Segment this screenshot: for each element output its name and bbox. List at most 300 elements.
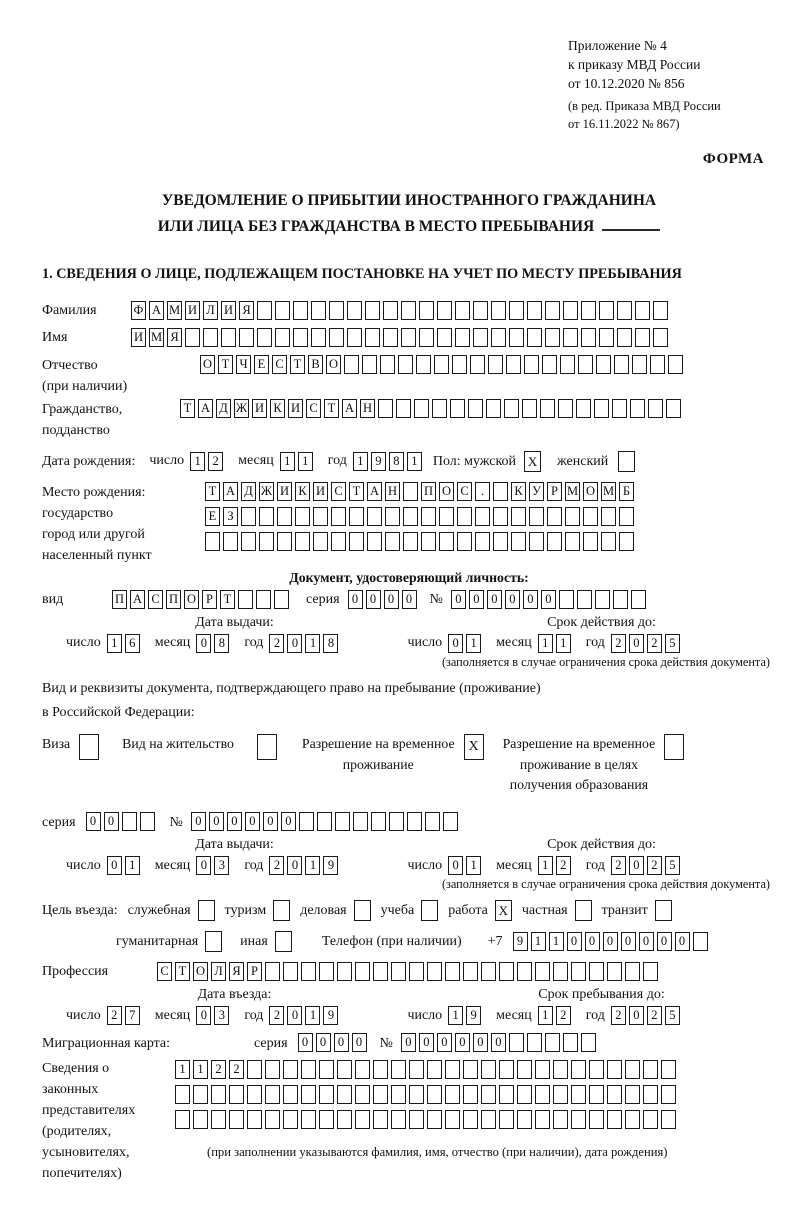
char-cell[interactable] (283, 1085, 298, 1104)
char-cell[interactable]: М (565, 482, 580, 501)
char-cell[interactable] (493, 532, 508, 551)
char-cell[interactable] (517, 1085, 532, 1104)
char-cell[interactable]: С (306, 399, 321, 418)
char-cell[interactable] (571, 1060, 586, 1079)
char-cell[interactable]: 2 (647, 856, 662, 875)
char-cell[interactable]: 1 (353, 452, 368, 471)
char-cell[interactable] (398, 355, 413, 374)
char-cell[interactable] (617, 301, 632, 320)
char-cell[interactable] (419, 301, 434, 320)
char-cell[interactable] (313, 507, 328, 526)
char-cell[interactable] (319, 1060, 334, 1079)
char-cell[interactable] (563, 1033, 578, 1052)
char-cell[interactable] (632, 355, 647, 374)
char-cell[interactable]: Ч (236, 355, 251, 374)
char-cell[interactable] (355, 1110, 370, 1129)
char-cell[interactable] (583, 507, 598, 526)
char-cell[interactable]: Р (202, 590, 217, 609)
char-cell[interactable] (432, 399, 447, 418)
char-cell[interactable]: 9 (466, 1006, 481, 1025)
purpose-work-checkbox[interactable]: X (495, 900, 512, 921)
char-cell[interactable] (437, 301, 452, 320)
char-cell[interactable]: 1 (538, 634, 553, 653)
char-cell[interactable] (571, 1110, 586, 1129)
char-cell[interactable] (617, 328, 632, 347)
char-cell[interactable] (275, 328, 290, 347)
char-cell[interactable] (517, 962, 532, 981)
char-cell[interactable] (668, 355, 683, 374)
char-cell[interactable]: 0 (437, 1033, 452, 1052)
char-cell[interactable] (481, 1085, 496, 1104)
char-cell[interactable]: 2 (107, 1006, 122, 1025)
char-cell[interactable] (140, 812, 155, 831)
char-cell[interactable] (277, 507, 292, 526)
sex-female-checkbox[interactable] (618, 451, 635, 472)
char-cell[interactable] (475, 532, 490, 551)
char-cell[interactable] (473, 301, 488, 320)
char-cell[interactable] (553, 1110, 568, 1129)
char-cell[interactable] (385, 507, 400, 526)
char-cell[interactable]: 3 (214, 856, 229, 875)
char-cell[interactable] (614, 355, 629, 374)
char-cell[interactable] (563, 328, 578, 347)
char-cell[interactable]: А (223, 482, 238, 501)
char-cell[interactable] (275, 301, 290, 320)
char-cell[interactable] (457, 532, 472, 551)
char-cell[interactable]: 1 (193, 1060, 208, 1079)
char-cell[interactable] (661, 1110, 676, 1129)
char-cell[interactable]: А (342, 399, 357, 418)
char-cell[interactable]: И (277, 482, 292, 501)
char-cell[interactable] (535, 1085, 550, 1104)
char-cell[interactable]: 2 (211, 1060, 226, 1079)
char-cell[interactable] (256, 590, 271, 609)
char-cell[interactable]: П (112, 590, 127, 609)
char-cell[interactable]: 0 (505, 590, 520, 609)
char-cell[interactable] (545, 328, 560, 347)
char-cell[interactable] (491, 301, 506, 320)
char-cell[interactable] (349, 532, 364, 551)
char-cell[interactable]: 2 (269, 856, 284, 875)
char-cell[interactable] (452, 355, 467, 374)
char-cell[interactable]: М (601, 482, 616, 501)
char-cell[interactable]: 0 (209, 812, 224, 831)
char-cell[interactable] (247, 1110, 262, 1129)
char-cell[interactable]: А (130, 590, 145, 609)
char-cell[interactable]: 9 (371, 452, 386, 471)
char-cell[interactable] (635, 301, 650, 320)
char-cell[interactable] (535, 1110, 550, 1129)
char-cell[interactable]: 0 (567, 932, 582, 951)
edu-residence-checkbox[interactable] (664, 734, 684, 760)
char-cell[interactable]: И (313, 482, 328, 501)
char-cell[interactable] (434, 355, 449, 374)
char-cell[interactable] (383, 301, 398, 320)
char-cell[interactable]: 1 (466, 634, 481, 653)
char-cell[interactable] (475, 507, 490, 526)
char-cell[interactable] (589, 1085, 604, 1104)
char-cell[interactable] (311, 301, 326, 320)
char-cell[interactable]: 5 (665, 634, 680, 653)
char-cell[interactable] (547, 532, 562, 551)
char-cell[interactable] (559, 590, 574, 609)
char-cell[interactable] (238, 590, 253, 609)
char-cell[interactable]: 9 (323, 856, 338, 875)
char-cell[interactable] (277, 532, 292, 551)
char-cell[interactable] (693, 932, 708, 951)
char-cell[interactable] (625, 962, 640, 981)
char-cell[interactable]: 3 (214, 1006, 229, 1025)
char-cell[interactable]: 0 (107, 856, 122, 875)
char-cell[interactable] (457, 507, 472, 526)
char-cell[interactable]: К (270, 399, 285, 418)
char-cell[interactable]: 0 (352, 1033, 367, 1052)
char-cell[interactable] (517, 1060, 532, 1079)
char-cell[interactable] (650, 355, 665, 374)
char-cell[interactable] (653, 328, 668, 347)
char-cell[interactable] (427, 962, 442, 981)
char-cell[interactable] (331, 532, 346, 551)
char-cell[interactable]: 1 (531, 932, 546, 951)
char-cell[interactable] (257, 328, 272, 347)
char-cell[interactable] (301, 962, 316, 981)
char-cell[interactable]: 0 (629, 1006, 644, 1025)
char-cell[interactable]: 8 (389, 452, 404, 471)
char-cell[interactable]: 0 (281, 812, 296, 831)
char-cell[interactable] (335, 812, 350, 831)
char-cell[interactable]: 0 (487, 590, 502, 609)
char-cell[interactable] (301, 1060, 316, 1079)
char-cell[interactable]: К (295, 482, 310, 501)
char-cell[interactable]: 0 (348, 590, 363, 609)
char-cell[interactable]: А (198, 399, 213, 418)
char-cell[interactable] (427, 1060, 442, 1079)
char-cell[interactable]: 0 (448, 856, 463, 875)
char-cell[interactable]: 2 (556, 856, 571, 875)
char-cell[interactable]: 0 (104, 812, 119, 831)
char-cell[interactable] (122, 812, 137, 831)
char-cell[interactable]: 0 (541, 590, 556, 609)
char-cell[interactable]: 1 (280, 452, 295, 471)
char-cell[interactable] (463, 962, 478, 981)
char-cell[interactable]: 1 (538, 1006, 553, 1025)
char-cell[interactable] (295, 507, 310, 526)
char-cell[interactable]: К (511, 482, 526, 501)
char-cell[interactable] (607, 1110, 622, 1129)
char-cell[interactable] (373, 1110, 388, 1129)
char-cell[interactable] (527, 1033, 542, 1052)
char-cell[interactable]: Е (205, 507, 220, 526)
char-cell[interactable] (373, 1085, 388, 1104)
char-cell[interactable] (365, 328, 380, 347)
char-cell[interactable]: 1 (190, 452, 205, 471)
char-cell[interactable]: Т (218, 355, 233, 374)
char-cell[interactable] (293, 328, 308, 347)
char-cell[interactable] (205, 532, 220, 551)
char-cell[interactable]: 0 (585, 932, 600, 951)
char-cell[interactable] (506, 355, 521, 374)
char-cell[interactable] (391, 962, 406, 981)
char-cell[interactable] (373, 1060, 388, 1079)
char-cell[interactable] (311, 328, 326, 347)
char-cell[interactable] (509, 301, 524, 320)
sex-male-checkbox[interactable]: X (524, 451, 541, 472)
char-cell[interactable]: Ж (259, 482, 274, 501)
char-cell[interactable]: Я (229, 962, 244, 981)
char-cell[interactable] (596, 355, 611, 374)
char-cell[interactable] (576, 399, 591, 418)
purpose-business-checkbox[interactable] (354, 900, 371, 921)
char-cell[interactable]: 0 (675, 932, 690, 951)
char-cell[interactable] (259, 532, 274, 551)
char-cell[interactable] (239, 328, 254, 347)
char-cell[interactable]: 0 (245, 812, 260, 831)
char-cell[interactable]: А (149, 301, 164, 320)
char-cell[interactable] (661, 1085, 676, 1104)
char-cell[interactable]: 5 (665, 1006, 680, 1025)
char-cell[interactable] (455, 301, 470, 320)
char-cell[interactable]: 0 (629, 856, 644, 875)
char-cell[interactable]: 0 (491, 1033, 506, 1052)
char-cell[interactable] (540, 399, 555, 418)
char-cell[interactable] (563, 301, 578, 320)
purpose-transit-checkbox[interactable] (655, 900, 672, 921)
char-cell[interactable] (403, 482, 418, 501)
char-cell[interactable] (547, 507, 562, 526)
char-cell[interactable] (175, 1085, 190, 1104)
char-cell[interactable]: 0 (603, 932, 618, 951)
char-cell[interactable]: И (221, 301, 236, 320)
char-cell[interactable] (391, 1110, 406, 1129)
char-cell[interactable] (545, 301, 560, 320)
char-cell[interactable] (581, 301, 596, 320)
char-cell[interactable]: 7 (125, 1006, 140, 1025)
char-cell[interactable]: М (167, 301, 182, 320)
char-cell[interactable]: 1 (305, 1006, 320, 1025)
char-cell[interactable]: 1 (538, 856, 553, 875)
char-cell[interactable]: С (148, 590, 163, 609)
char-cell[interactable] (553, 1060, 568, 1079)
char-cell[interactable]: 0 (298, 1033, 313, 1052)
char-cell[interactable] (373, 962, 388, 981)
char-cell[interactable]: 1 (125, 856, 140, 875)
char-cell[interactable] (421, 532, 436, 551)
char-cell[interactable] (583, 532, 598, 551)
char-cell[interactable] (319, 1085, 334, 1104)
char-cell[interactable] (542, 355, 557, 374)
char-cell[interactable] (283, 962, 298, 981)
char-cell[interactable] (313, 532, 328, 551)
char-cell[interactable] (455, 328, 470, 347)
char-cell[interactable] (396, 399, 411, 418)
char-cell[interactable] (347, 328, 362, 347)
char-cell[interactable] (529, 507, 544, 526)
char-cell[interactable] (355, 1060, 370, 1079)
char-cell[interactable]: М (149, 328, 164, 347)
residence-permit-checkbox[interactable] (257, 734, 277, 760)
char-cell[interactable]: Р (547, 482, 562, 501)
char-cell[interactable]: О (200, 355, 215, 374)
char-cell[interactable] (337, 1060, 352, 1079)
purpose-other-checkbox[interactable] (275, 931, 292, 952)
char-cell[interactable]: 0 (287, 1006, 302, 1025)
char-cell[interactable] (265, 962, 280, 981)
char-cell[interactable]: 0 (621, 932, 636, 951)
char-cell[interactable]: Т (324, 399, 339, 418)
char-cell[interactable] (445, 962, 460, 981)
char-cell[interactable] (594, 399, 609, 418)
char-cell[interactable]: 0 (86, 812, 101, 831)
char-cell[interactable]: И (252, 399, 267, 418)
char-cell[interactable]: 2 (647, 1006, 662, 1025)
char-cell[interactable]: 8 (323, 634, 338, 653)
char-cell[interactable]: 0 (366, 590, 381, 609)
char-cell[interactable] (607, 1085, 622, 1104)
char-cell[interactable] (463, 1085, 478, 1104)
char-cell[interactable] (619, 507, 634, 526)
char-cell[interactable]: 2 (611, 634, 626, 653)
char-cell[interactable] (499, 962, 514, 981)
char-cell[interactable] (337, 1085, 352, 1104)
char-cell[interactable] (666, 399, 681, 418)
char-cell[interactable]: 6 (125, 634, 140, 653)
char-cell[interactable] (203, 328, 218, 347)
char-cell[interactable]: Я (239, 301, 254, 320)
char-cell[interactable]: 1 (549, 932, 564, 951)
char-cell[interactable] (595, 590, 610, 609)
char-cell[interactable]: Д (216, 399, 231, 418)
char-cell[interactable] (509, 328, 524, 347)
char-cell[interactable] (301, 1110, 316, 1129)
char-cell[interactable] (409, 1110, 424, 1129)
char-cell[interactable] (491, 328, 506, 347)
char-cell[interactable]: 0 (473, 1033, 488, 1052)
char-cell[interactable] (401, 328, 416, 347)
char-cell[interactable]: 0 (287, 634, 302, 653)
char-cell[interactable] (581, 328, 596, 347)
char-cell[interactable] (625, 1110, 640, 1129)
char-cell[interactable] (329, 328, 344, 347)
char-cell[interactable] (511, 507, 526, 526)
char-cell[interactable] (265, 1085, 280, 1104)
char-cell[interactable]: И (185, 301, 200, 320)
char-cell[interactable] (344, 355, 359, 374)
char-cell[interactable] (427, 1110, 442, 1129)
char-cell[interactable] (558, 399, 573, 418)
char-cell[interactable] (468, 399, 483, 418)
char-cell[interactable] (331, 507, 346, 526)
char-cell[interactable]: 2 (556, 1006, 571, 1025)
char-cell[interactable] (229, 1110, 244, 1129)
char-cell[interactable] (619, 532, 634, 551)
char-cell[interactable] (403, 532, 418, 551)
char-cell[interactable]: 1 (175, 1060, 190, 1079)
char-cell[interactable]: 0 (523, 590, 538, 609)
char-cell[interactable]: 0 (657, 932, 672, 951)
char-cell[interactable] (635, 328, 650, 347)
char-cell[interactable] (517, 1110, 532, 1129)
char-cell[interactable] (599, 301, 614, 320)
char-cell[interactable] (427, 1085, 442, 1104)
char-cell[interactable] (599, 328, 614, 347)
char-cell[interactable] (529, 532, 544, 551)
char-cell[interactable] (553, 1085, 568, 1104)
char-cell[interactable]: В (308, 355, 323, 374)
char-cell[interactable] (648, 399, 663, 418)
char-cell[interactable] (355, 1085, 370, 1104)
visa-checkbox[interactable] (79, 734, 99, 760)
char-cell[interactable] (378, 399, 393, 418)
char-cell[interactable] (450, 399, 465, 418)
char-cell[interactable] (337, 962, 352, 981)
char-cell[interactable] (625, 1060, 640, 1079)
char-cell[interactable]: И (288, 399, 303, 418)
char-cell[interactable] (301, 1085, 316, 1104)
char-cell[interactable] (274, 590, 289, 609)
char-cell[interactable]: 2 (269, 634, 284, 653)
char-cell[interactable]: 0 (196, 634, 211, 653)
char-cell[interactable]: Н (385, 482, 400, 501)
char-cell[interactable] (409, 962, 424, 981)
char-cell[interactable] (625, 1085, 640, 1104)
char-cell[interactable] (630, 399, 645, 418)
char-cell[interactable]: 1 (556, 634, 571, 653)
char-cell[interactable] (481, 1060, 496, 1079)
char-cell[interactable] (643, 1110, 658, 1129)
char-cell[interactable] (535, 962, 550, 981)
char-cell[interactable] (524, 355, 539, 374)
char-cell[interactable]: 2 (647, 634, 662, 653)
char-cell[interactable]: 0 (451, 590, 466, 609)
char-cell[interactable]: Н (360, 399, 375, 418)
char-cell[interactable]: 5 (665, 856, 680, 875)
char-cell[interactable]: 0 (402, 590, 417, 609)
char-cell[interactable]: 1 (448, 1006, 463, 1025)
char-cell[interactable]: 1 (466, 856, 481, 875)
char-cell[interactable] (607, 962, 622, 981)
char-cell[interactable] (589, 1110, 604, 1129)
char-cell[interactable] (367, 507, 382, 526)
char-cell[interactable] (175, 1110, 190, 1129)
char-cell[interactable] (481, 962, 496, 981)
purpose-private-checkbox[interactable] (575, 900, 592, 921)
char-cell[interactable]: П (421, 482, 436, 501)
char-cell[interactable]: Д (241, 482, 256, 501)
char-cell[interactable] (571, 1085, 586, 1104)
char-cell[interactable]: С (272, 355, 287, 374)
char-cell[interactable] (416, 355, 431, 374)
char-cell[interactable]: 0 (639, 932, 654, 951)
char-cell[interactable]: 0 (401, 1033, 416, 1052)
char-cell[interactable] (371, 812, 386, 831)
purpose-official-checkbox[interactable] (198, 900, 215, 921)
char-cell[interactable] (319, 962, 334, 981)
char-cell[interactable] (362, 355, 377, 374)
char-cell[interactable] (283, 1060, 298, 1079)
char-cell[interactable] (565, 532, 580, 551)
char-cell[interactable]: Т (180, 399, 195, 418)
char-cell[interactable] (581, 1033, 596, 1052)
char-cell[interactable] (463, 1060, 478, 1079)
char-cell[interactable] (419, 328, 434, 347)
char-cell[interactable] (527, 328, 542, 347)
char-cell[interactable] (241, 532, 256, 551)
char-cell[interactable] (211, 1085, 226, 1104)
char-cell[interactable] (259, 507, 274, 526)
purpose-humanitarian-checkbox[interactable] (205, 931, 222, 952)
char-cell[interactable]: С (457, 482, 472, 501)
char-cell[interactable] (445, 1085, 460, 1104)
